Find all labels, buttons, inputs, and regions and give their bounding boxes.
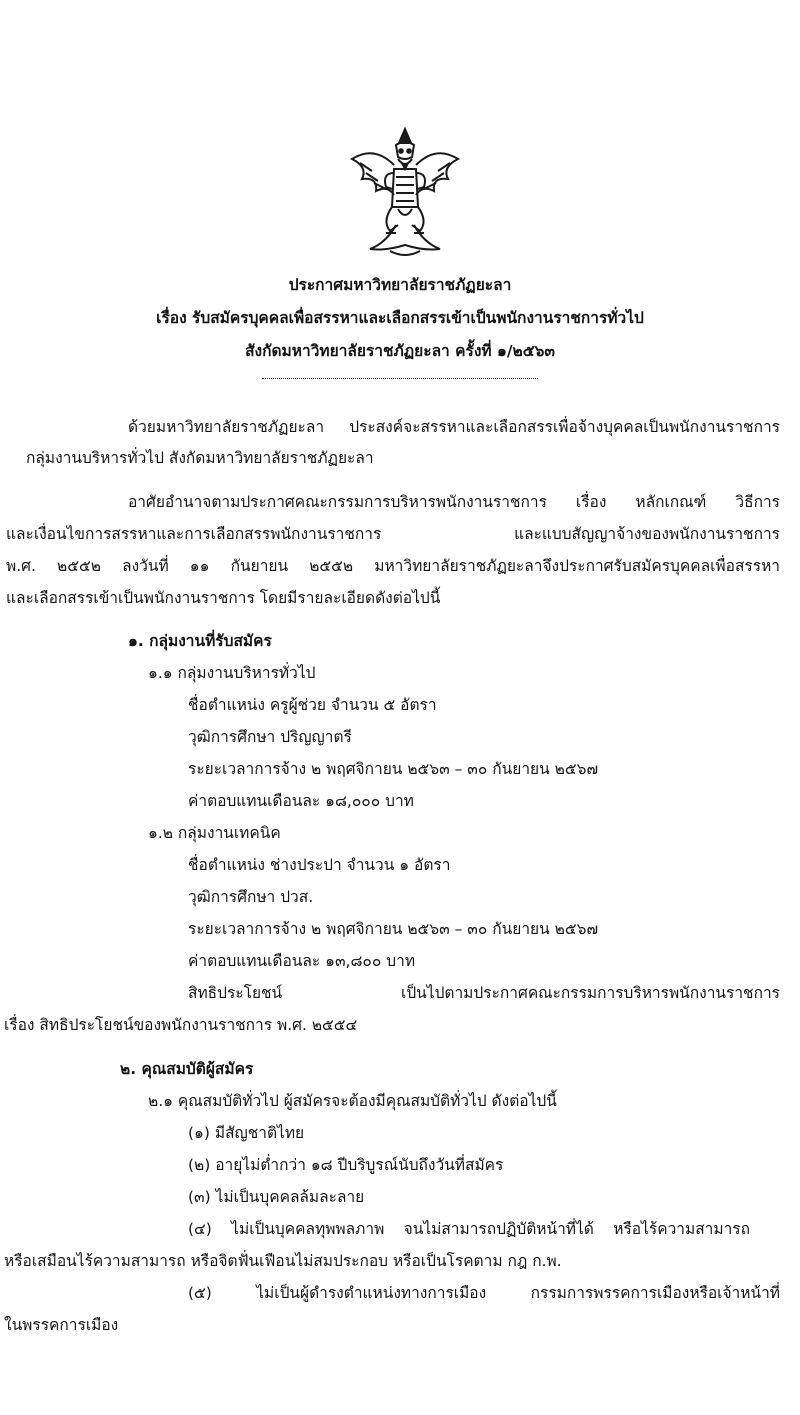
group-1-position: ชื่อตำแหน่ง ครูผู้ช่วย จำนวน ๕ อัตรา (188, 696, 437, 714)
group-2-title: ๑.๒ กลุ่มงานเทคนิค (148, 824, 281, 842)
qualification-item-1: (๑) มีสัญชาติไทย (188, 1124, 305, 1142)
group-1-salary: ค่าตอบแทนเดือนละ ๑๘,๐๐๐ บาท (188, 792, 414, 810)
group-1-title: ๑.๑ กลุ่มงานบริหารทั่วไป (148, 664, 316, 682)
benefit-line-1: สิทธิประโยชน์ เป็นไปตามประกาศคณะกรรมการบริหารพนักงานราชการ (188, 984, 780, 1002)
group-2-education: วุฒิการศึกษา ปวส. (188, 888, 314, 906)
announcement-subject: เรื่อง รับสมัครบุคคลเพื่อสรรหาและเลือกสรรเข้าเป็นพนักงานราชการทั่วไป (156, 309, 644, 327)
intro-paragraph-1-line-2: กลุ่มงานบริหารทั่วไป สังกัดมหาวิทยาลัยราชภัฏยะลา (26, 449, 374, 467)
group-2-period: ระยะเวลาการจ้าง ๒ พฤศจิกายน ๒๕๖๓ – ๓๐ กันยายน ๒๕๖๗ (188, 920, 599, 938)
dotted-divider (262, 378, 538, 379)
benefit-line-2: เรื่อง สิทธิประโยชน์ของพนักงานราชการ พ.ศ. ๒๕๕๔ (4, 1016, 358, 1034)
qualification-item-3: (๓) ไม่เป็นบุคคลล้มละลาย (188, 1188, 365, 1206)
section-1-heading: ๑. กลุ่มงานที่รับสมัคร (128, 632, 272, 650)
intro-paragraph-2-line-2: และเงื่อนไขการสรรหาและการเลือกสรรพนักงานราชการ และแบบสัญญาจ้างของพนักงานราชการ (6, 525, 780, 543)
intro-paragraph-1-line-1: ด้วยมหาวิทยาลัยราชภัฏยะลา ประสงค์จะสรรหาและเลือกสรรเพื่อจ้างบุคคลเป็นพนักงานราชการ (128, 418, 780, 436)
intro-paragraph-2-line-1: อาศัยอำนาจตามประกาศคณะกรรมการบริหารพนักงานราชการ เรื่อง หลักเกณฑ์ วิธีการ (128, 493, 780, 511)
announcement-title: ประกาศมหาวิทยาลัยราชภัฏยะลา (288, 276, 512, 294)
section-2-heading: ๒. คุณสมบัติผู้สมัคร (120, 1060, 254, 1078)
group-1-education: วุฒิการศึกษา ปริญญาตรี (188, 728, 352, 746)
intro-paragraph-2-line-4: และเลือกสรรเข้าเป็นพนักงานราชการ โดยมีรายละเอียดดังต่อไปนี้ (6, 589, 441, 607)
qualification-item-4-line-1: (๔) ไม่เป็นบุคคลทุพพลภาพ จนไม่สามารถปฏิบัติหน้าที่ได้ หรือไร้ความสามารถ (188, 1220, 750, 1238)
group-1-period: ระยะเวลาการจ้าง ๒ พฤศจิกายน ๒๕๖๓ – ๓๐ กันยายน ๒๕๖๗ (188, 760, 599, 778)
group-2-salary: ค่าตอบแทนเดือนละ ๑๓,๘๐๐ บาท (188, 952, 416, 970)
general-qualifications: ๒.๑ คุณสมบัติทั่วไป ผู้สมัครจะต้องมีคุณสมบัติทั่วไป ดังต่อไปนี้ (148, 1092, 557, 1110)
qualification-item-4-line-2: หรือเสมือนไร้ความสามารถ หรือจิตฟั่นเฟือนไม่สมประกอบ หรือเป็นโรคตาม กฎ ก.พ. (4, 1252, 562, 1270)
group-2-position: ชื่อตำแหน่ง ช่างประปา จำนวน ๑ อัตรา (188, 856, 451, 874)
intro-paragraph-2-line-3: พ.ศ. ๒๕๕๒ ลงวันที่ ๑๑ กันยายน ๒๕๕๒ มหาวิทยาลัยราชภัฏยะลาจึงประกาศรับสมัครบุคคลเพื่อสรรหา (6, 557, 780, 575)
garuda-emblem-icon (346, 125, 464, 260)
qualification-item-5-line-1: (๕) ไม่เป็นผู้ดำรงตำแหน่งทางการเมือง กรรมการพรรคการเมืองหรือเจ้าหน้าที่ (188, 1284, 780, 1302)
qualification-item-5-line-2: ในพรรคการเมือง (4, 1316, 119, 1334)
qualification-item-2: (๒) อายุไม่ต่ำกว่า ๑๘ ปีบริบูรณ์นับถึงวันที่สมัคร (188, 1156, 504, 1174)
announcement-affiliation: สังกัดมหาวิทยาลัยราชภัฏยะลา ครั้งที่ ๑/๒๕๖๓ (245, 342, 555, 360)
